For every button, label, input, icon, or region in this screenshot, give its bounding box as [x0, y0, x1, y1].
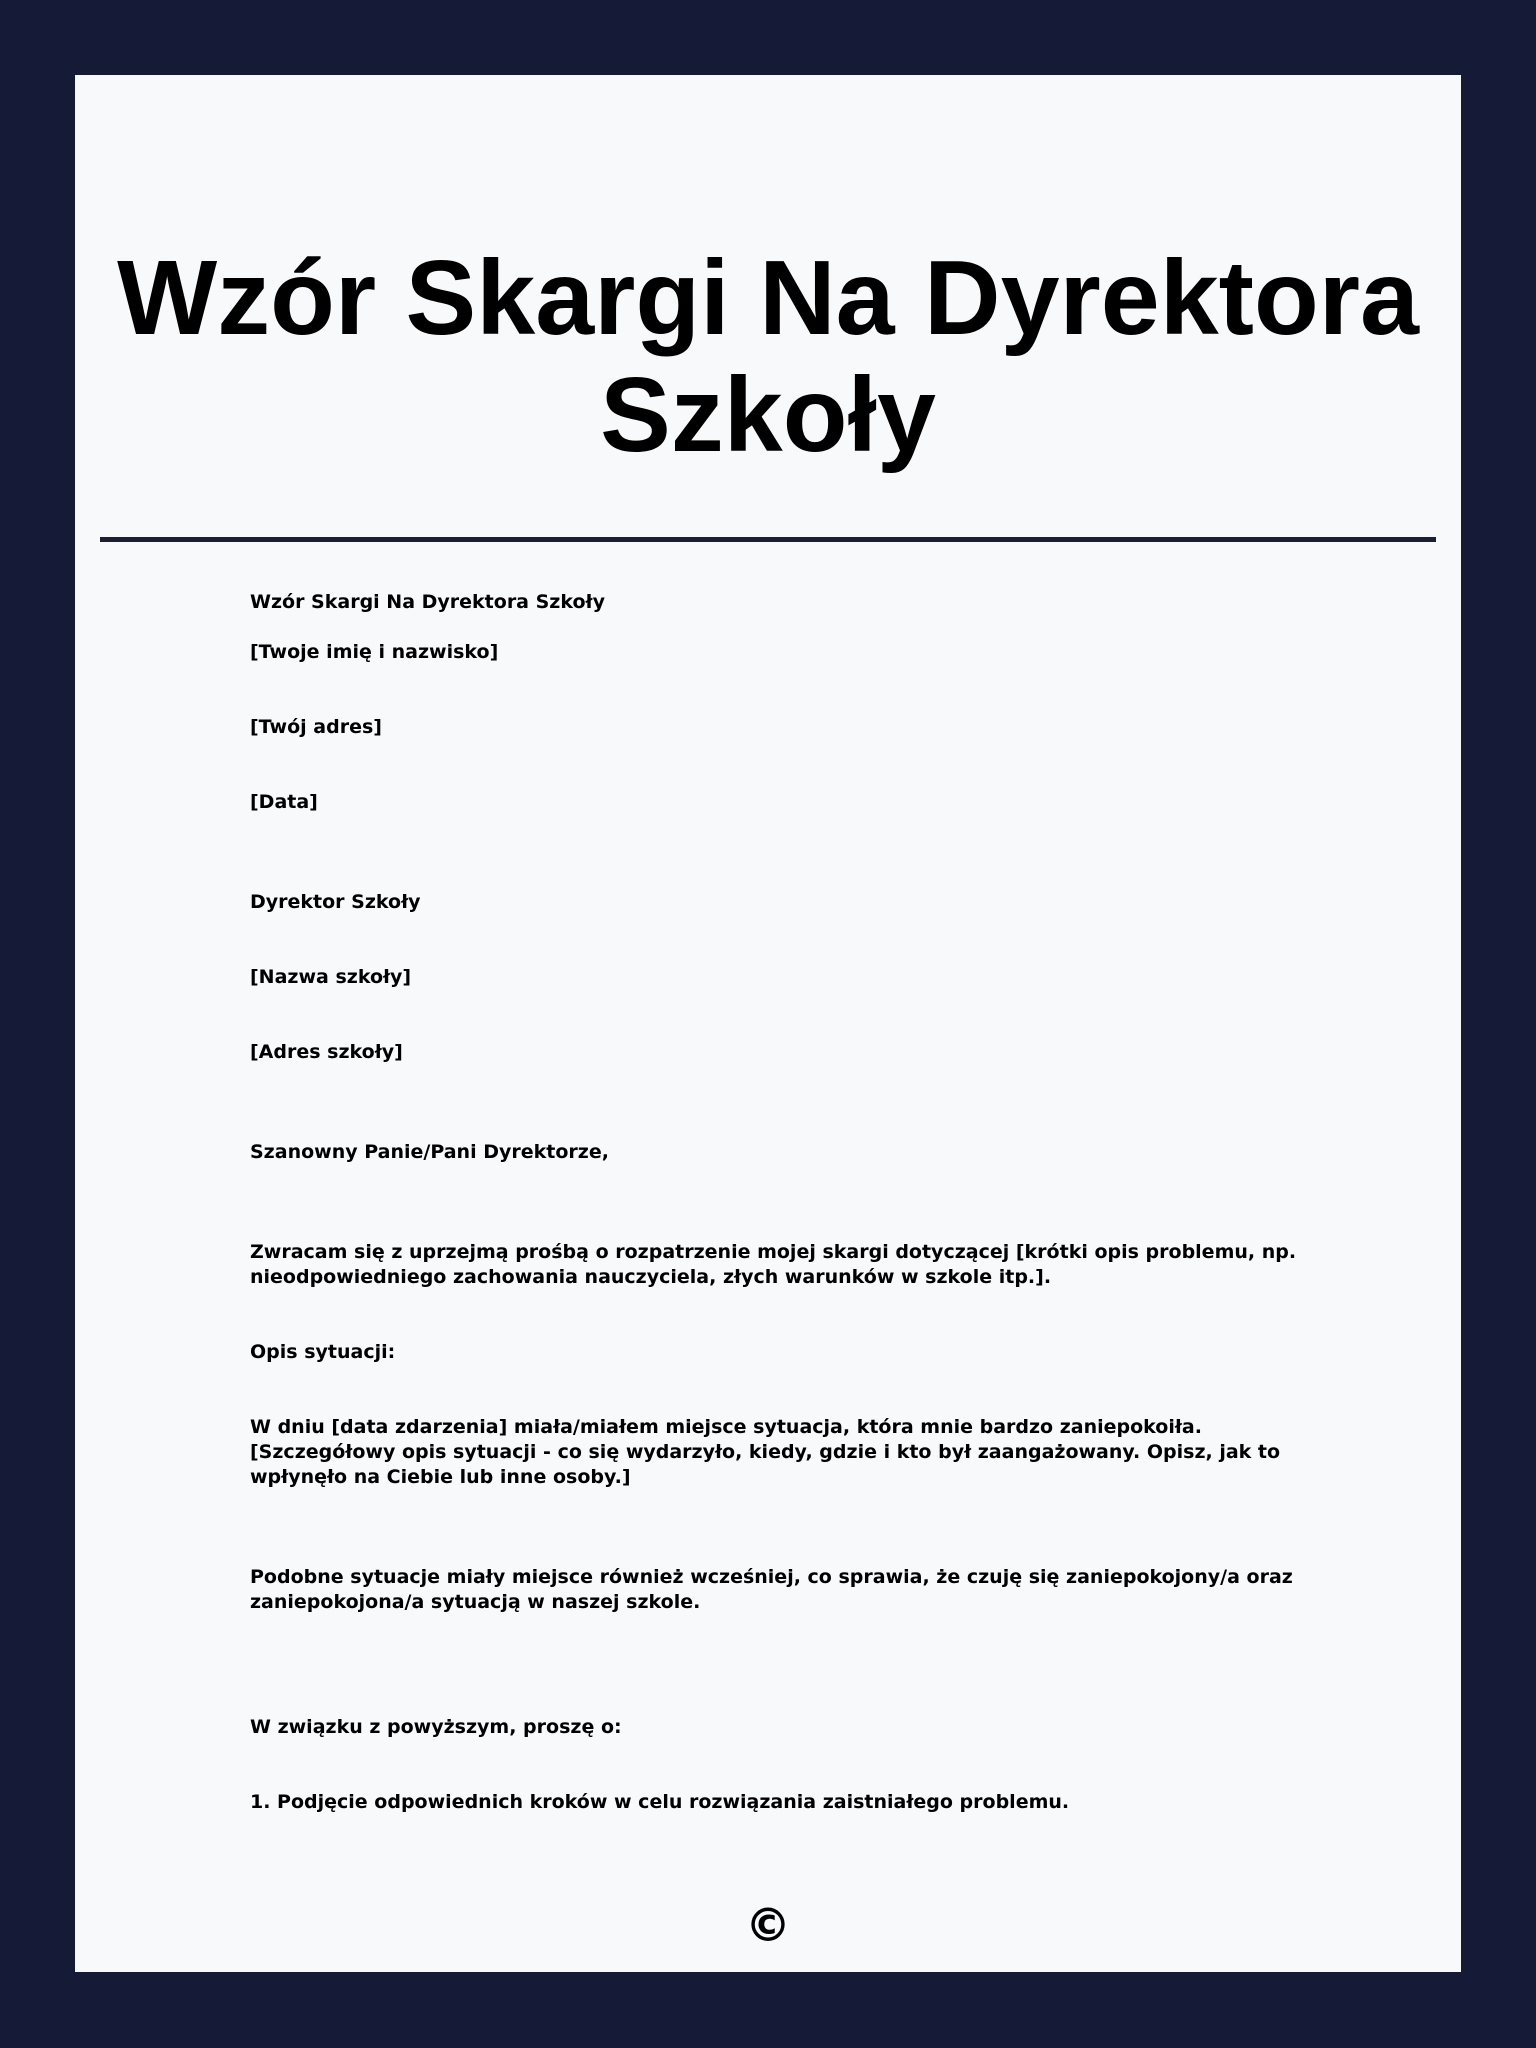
paragraph-intro: Zwracam się z uprzejmą prośbą o rozpatrzenie mojej skargi dotyczącej [krótki opis problemu, np. nieodpowiedniego zachowania nauczyciela, złych warunków w szkole itp.]. [250, 1241, 1297, 1288]
request-intro: W związku z powyższym, proszę o: [250, 1716, 622, 1738]
copyright-icon: © [745, 1898, 791, 1952]
school-address: [Adres szkoły] [250, 1041, 403, 1063]
heading-line: Wzór Skargi Na Dyrektora Szkoły [250, 591, 605, 613]
section-heading: Opis sytuacji: [250, 1341, 396, 1363]
paragraph-previous: Podobne sytuacje miały miejsce również wcześniej, co sprawia, że czuję się zaniepokojony/a oraz zaniepokojona/a sytuacją w naszej szkole. [250, 1566, 1293, 1613]
sender-address: [Twój adres] [250, 716, 382, 738]
document-title: Wzór Skargi Na Dyrektora Szkoły [117, 239, 1419, 474]
paragraph-description: W dniu [data zdarzenia] miała/miałem miejsce sytuacja, która mnie bardzo zaniepokoiła. [Szczegółowy opis sytuacji - co się wydarzyło, kiedy, gdzie i kto był zaangażowany. Opisz, jak to wpłynęło na Ciebie lub inne osoby.] [250, 1416, 1281, 1488]
title-divider [100, 537, 1436, 542]
document-page [75, 75, 1461, 1972]
request-item-1: 1. Podjęcie odpowiednich kroków w celu rozwiązania zaistniałego problemu. [250, 1791, 1070, 1813]
recipient-title: Dyrektor Szkoły [250, 891, 421, 913]
letter-date: [Data] [250, 791, 318, 813]
salutation: Szanowny Panie/Pani Dyrektorze, [250, 1141, 609, 1163]
school-name: [Nazwa szkoły] [250, 966, 412, 988]
sender-name: [Twoje imię i nazwisko] [250, 641, 499, 663]
